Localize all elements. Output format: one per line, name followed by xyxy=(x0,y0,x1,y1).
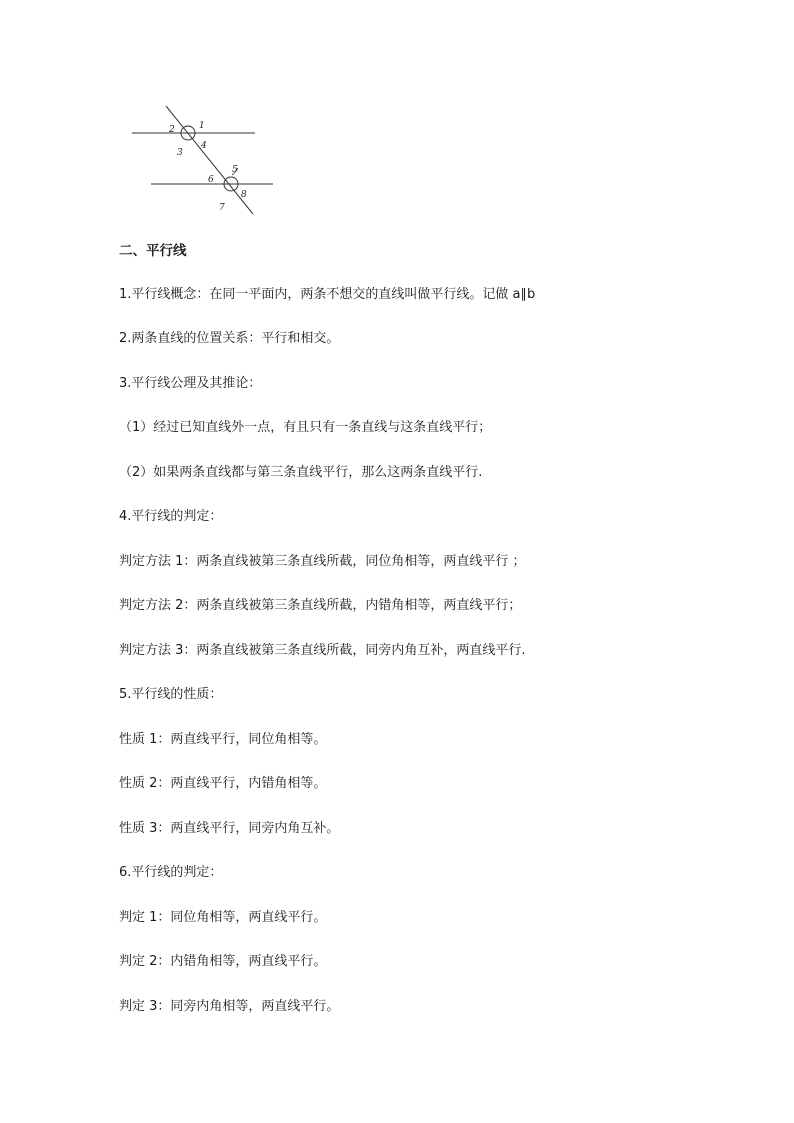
paragraph-6: 4.平行线的判定： xyxy=(119,509,223,524)
paragraph-12: 性质 2：两直线平行，内错角相等。 xyxy=(119,776,327,791)
paragraph-8: 判定方法 2：两条直线被第三条直线所截，内错角相等，两直线平行； xyxy=(119,598,522,613)
paragraph-7: 判定方法 1：两条直线被第三条直线所截，同位角相等，两直线平行 ； xyxy=(119,554,526,569)
angle-label-1: 1 xyxy=(199,121,205,131)
paragraph-1: 1.平行线概念：在同一平面内，两条不想交的直线叫做平行线。记做 a∥b xyxy=(119,287,536,302)
angle-label-2: 2 xyxy=(169,125,175,135)
paragraph-14: 6.平行线的判定： xyxy=(119,865,223,880)
paragraph-5: （2）如果两条直线都与第三条直线平行，那么这两条直线平行. xyxy=(119,465,483,480)
angle-label-6: 6 xyxy=(208,175,214,185)
angle-label-7: 7 xyxy=(219,203,225,213)
angle-label-3: 3 xyxy=(177,148,183,158)
paragraph-4: （1）经过已知直线外一点，有且只有一条直线与这条直线平行； xyxy=(119,420,492,435)
paragraph-13: 性质 3：两直线平行，同旁内角互补。 xyxy=(119,821,340,836)
paragraph-10: 5.平行线的性质： xyxy=(119,687,223,702)
angle-label-4: 4 xyxy=(201,141,207,151)
paragraph-17: 判定 3：同旁内角相等，两直线平行。 xyxy=(119,999,340,1014)
paragraph-9: 判定方法 3：两条直线被第三条直线所截，同旁内角互补，两直线平行. xyxy=(119,643,526,658)
paragraph-16: 判定 2：内错角相等，两直线平行。 xyxy=(119,954,327,969)
transversal-line xyxy=(166,106,253,214)
parallel-lines-svg xyxy=(120,96,290,226)
paragraph-15: 判定 1：同位角相等，两直线平行。 xyxy=(119,910,327,925)
parallel-lines-diagram xyxy=(120,96,290,226)
angle-label-8: 8 xyxy=(241,190,247,200)
paragraph-2: 2.两条直线的位置关系：平行和相交。 xyxy=(119,331,340,346)
section-heading: 二、平行线 xyxy=(119,243,187,259)
angle-label-5: 5 xyxy=(232,165,238,175)
paragraph-3: 3.平行线公理及其推论： xyxy=(119,376,262,391)
paragraph-11: 性质 1：两直线平行，同位角相等。 xyxy=(119,732,327,747)
